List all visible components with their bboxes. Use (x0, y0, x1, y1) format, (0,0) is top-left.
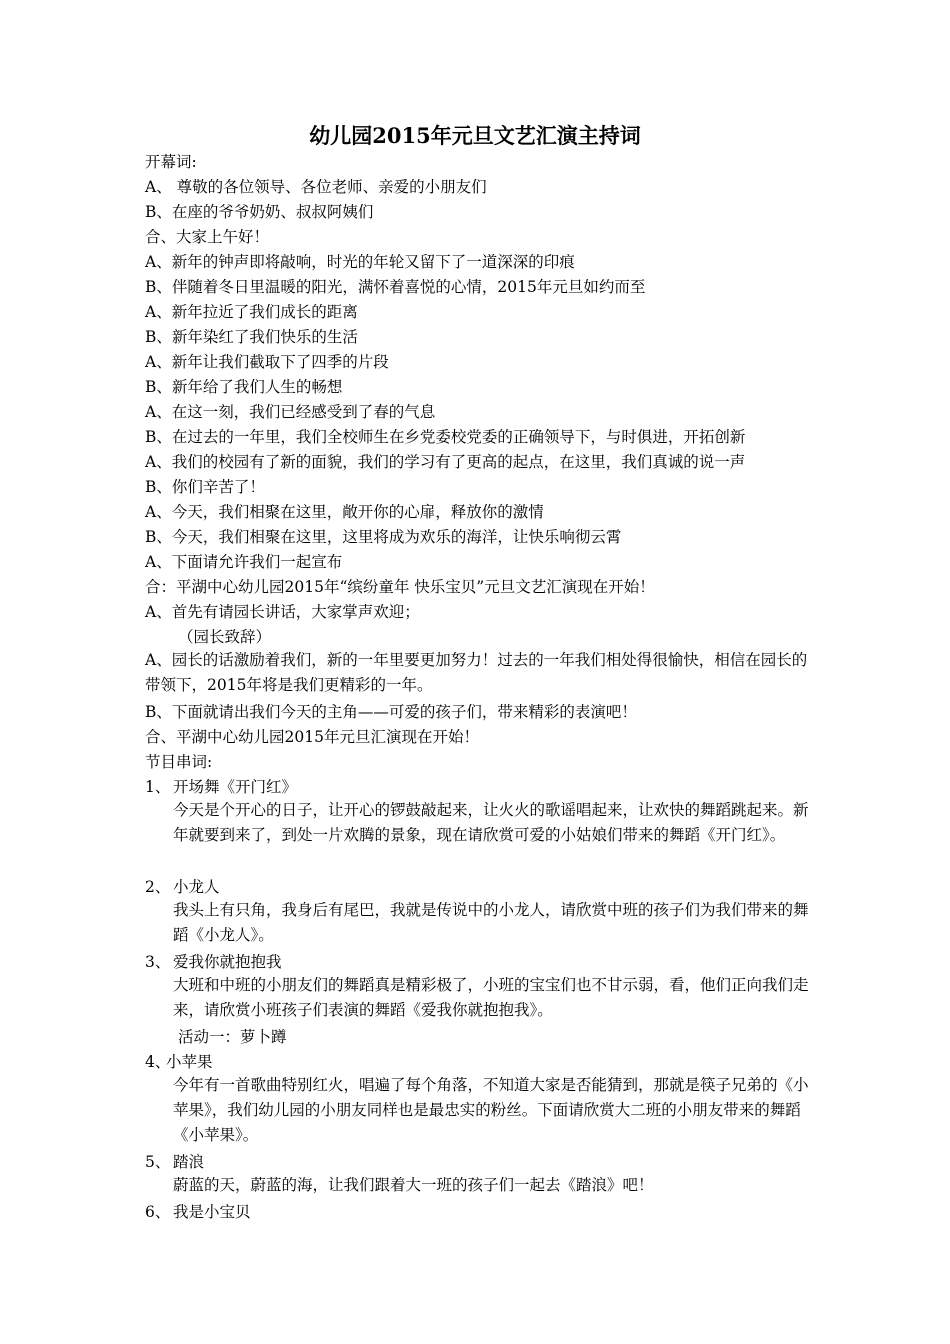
program-text: 大班和中班的小朋友们的舞蹈真是精彩极了，小班的宝宝们也不甘示弱，看，他们正向我们走来，请欣赏小班孩子们表演的舞蹈《爱我你就抱抱我》。 (173, 976, 809, 1019)
opening-line: A、在这一刻，我们已经感受到了春的气息 (145, 403, 436, 421)
opening-line: 合：平湖中心幼儿园2015年“缤纷童年 快乐宝贝”元旦文艺汇演现在开始！ (145, 578, 655, 596)
opening-line: B、在座的爷爷奶奶、叔叔阿姨们 (145, 203, 374, 221)
program-number: 2、 (145, 878, 171, 896)
opening-line: B、今天，我们相聚在这里，这里将成为欢乐的海洋，让快乐响彻云霄 (145, 528, 622, 546)
program-number: 1、 (145, 778, 171, 796)
opening-line: B、伴随着冬日里温暖的阳光，满怀着喜悦的心情，2015年元旦如约而至 (145, 278, 646, 296)
opening-line: A、首先有请园长讲话，大家掌声欢迎； (145, 603, 420, 621)
opening-line: B、你们辛苦了！ (145, 478, 265, 496)
opening-line: B、新年给了我们人生的畅想 (145, 378, 343, 396)
program-name: 小龙人 (173, 878, 220, 896)
program-number: 4、 (145, 1053, 171, 1071)
program-number: 5、 (145, 1153, 171, 1171)
activity-line: 活动一：萝卜蹲 (178, 1028, 287, 1046)
program-text: 今年有一首歌曲特别红火，唱遍了每个角落，不知道大家是否能猜到，那就是筷子兄弟的《小苹果》，我们幼儿园的小朋友同样也是最忠实的粉丝。下面请欣赏大二班的小朋友带来的舞蹈《小苹果》。 (173, 1076, 809, 1144)
opening-heading: 开幕词: (145, 153, 197, 171)
opening-line: A、今天，我们相聚在这里，敞开你的心扉，释放你的激情 (145, 503, 544, 521)
opening-line: A、新年的钟声即将敲响，时光的年轮又留下了一道深深的印痕 (145, 253, 575, 271)
closing-line: B、下面就请出我们今天的主角——可爱的孩子们，带来精彩的表演吧！ (145, 703, 637, 721)
program-name: 开场舞《开门红》 (173, 778, 298, 796)
opening-line: 合、大家上午好！ (145, 228, 270, 246)
program-name: 我是小宝贝 (173, 1203, 251, 1221)
opening-line: A、新年让我们截取下了四季的片段 (145, 353, 389, 371)
document-title: 幼儿园2015年元旦文艺汇演主持词 (309, 123, 641, 148)
opening-line: A、 尊敬的各位领导、各位老师、亲爱的小朋友们 (145, 178, 487, 196)
opening-line: B、在过去的一年里，我们全校师生在乡党委校党委的正确领导下，与时俱进，开拓创新 (145, 428, 746, 446)
opening-line: B、新年染红了我们快乐的生活 (145, 328, 358, 346)
program-text: 今天是个开心的日子，让开心的锣鼓敲起来，让火火的歌谣唱起来，让欢快的舞蹈跳起来。新年就要到来了，到处一片欢腾的景象，现在请欣赏可爱的小姑娘们带来的舞蹈《开门红》。 (173, 801, 809, 844)
stage-direction: （园长致辞） (178, 628, 272, 646)
program-number: 3、 (145, 953, 171, 971)
program-name: 小苹果 (166, 1053, 213, 1071)
program-heading: 节目串词: (145, 753, 213, 771)
opening-line: A、下面请允许我们一起宣布 (145, 553, 343, 571)
program-name: 爱我你就抱抱我 (173, 953, 282, 971)
principal-response: A、园长的话激励着我们，新的一年里要更加努力！过去的一年我们相处得很愉快，相信在园长的带领下，2015年将是我们更精彩的一年。 (145, 651, 808, 694)
program-text: 我头上有只角，我身后有尾巴，我就是传说中的小龙人，请欣赏中班的孩子们为我们带来的舞蹈《小龙人》。 (173, 901, 809, 944)
opening-line: A、新年拉近了我们成长的距离 (145, 303, 358, 321)
program-name: 踏浪 (173, 1153, 205, 1171)
program-text: 蔚蓝的天，蔚蓝的海，让我们跟着大一班的孩子们一起去《踏浪》吧！ (173, 1176, 654, 1194)
program-number: 6、 (145, 1203, 171, 1221)
opening-line: A、我们的校园有了新的面貌，我们的学习有了更高的起点，在这里，我们真诚的说一声 (145, 453, 746, 471)
closing-line: 合、平湖中心幼儿园2015年元旦汇演现在开始！ (145, 728, 479, 746)
